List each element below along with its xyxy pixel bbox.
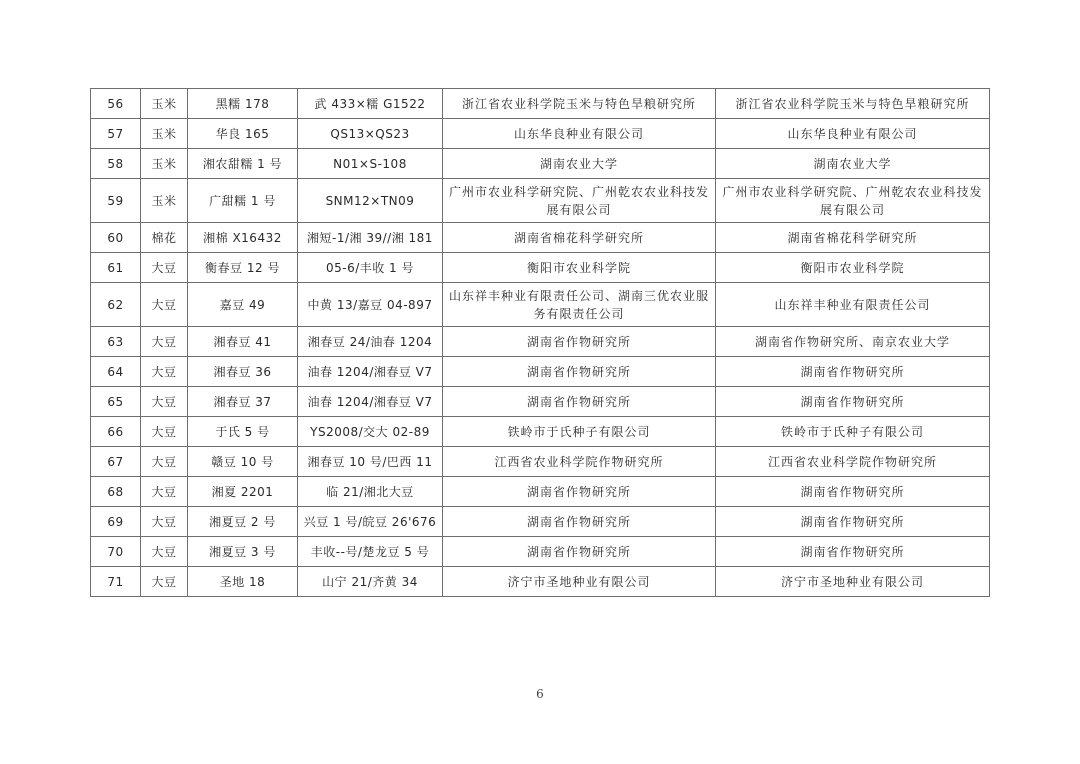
variety-table-body bbox=[91, 89, 990, 597]
cell-breeder: 江西省农业科学院作物研究所 bbox=[716, 447, 990, 477]
cell-variety: 湘棉 X16432 bbox=[188, 223, 298, 253]
table-row bbox=[91, 447, 990, 477]
cell-parentage: 中黄 13/嘉豆 04-897 bbox=[298, 283, 443, 327]
cell-crop: 玉米 bbox=[141, 119, 188, 149]
cell-breeder: 山东祥丰种业有限责任公司 bbox=[716, 283, 990, 327]
cell-variety: 衡春豆 12 号 bbox=[188, 253, 298, 283]
cell-crop: 大豆 bbox=[141, 387, 188, 417]
cell-crop: 大豆 bbox=[141, 327, 188, 357]
cell-number: 69 bbox=[91, 507, 141, 537]
cell-variety: 华良 165 bbox=[188, 119, 298, 149]
cell-variety: 湘夏豆 3 号 bbox=[188, 537, 298, 567]
cell-applicant: 湖南省作物研究所 bbox=[443, 507, 716, 537]
cell-crop: 大豆 bbox=[141, 507, 188, 537]
table-row bbox=[91, 327, 990, 357]
table-row bbox=[91, 149, 990, 179]
cell-parentage: 油春 1204/湘春豆 V7 bbox=[298, 387, 443, 417]
table-row bbox=[91, 89, 990, 119]
cell-parentage: QS13×QS23 bbox=[298, 119, 443, 149]
cell-applicant: 湖南省作物研究所 bbox=[443, 537, 716, 567]
cell-applicant: 山东华良种业有限公司 bbox=[443, 119, 716, 149]
cell-breeder: 广州市农业科学研究院、广州乾农农业科技发展有限公司 bbox=[716, 179, 990, 223]
cell-breeder: 湖南省作物研究所 bbox=[716, 357, 990, 387]
cell-parentage: 武 433×糯 G1522 bbox=[298, 89, 443, 119]
page-number: 6 bbox=[536, 687, 544, 701]
table-row bbox=[91, 283, 990, 327]
cell-crop: 棉花 bbox=[141, 223, 188, 253]
cell-breeder: 湖南省作物研究所 bbox=[716, 537, 990, 567]
table-row bbox=[91, 537, 990, 567]
cell-breeder: 湖南省作物研究所 bbox=[716, 387, 990, 417]
cell-crop: 玉米 bbox=[141, 149, 188, 179]
table-row bbox=[91, 567, 990, 597]
cell-number: 57 bbox=[91, 119, 141, 149]
cell-breeder: 湖南省作物研究所 bbox=[716, 477, 990, 507]
cell-crop: 玉米 bbox=[141, 89, 188, 119]
cell-variety: 圣地 18 bbox=[188, 567, 298, 597]
cell-number: 60 bbox=[91, 223, 141, 253]
cell-breeder: 铁岭市于氏种子有限公司 bbox=[716, 417, 990, 447]
table-row bbox=[91, 477, 990, 507]
table-row bbox=[91, 253, 990, 283]
cell-applicant: 湖南农业大学 bbox=[443, 149, 716, 179]
cell-parentage: 兴豆 1 号/皖豆 26'676 bbox=[298, 507, 443, 537]
cell-crop: 玉米 bbox=[141, 179, 188, 223]
cell-parentage: 山宁 21/齐黄 34 bbox=[298, 567, 443, 597]
cell-crop: 大豆 bbox=[141, 567, 188, 597]
cell-number: 61 bbox=[91, 253, 141, 283]
table-row bbox=[91, 507, 990, 537]
table-row bbox=[91, 179, 990, 223]
table-row bbox=[91, 119, 990, 149]
cell-parentage: 临 21/湘北大豆 bbox=[298, 477, 443, 507]
cell-number: 71 bbox=[91, 567, 141, 597]
cell-parentage: YS2008/交大 02-89 bbox=[298, 417, 443, 447]
cell-applicant: 济宁市圣地种业有限公司 bbox=[443, 567, 716, 597]
cell-applicant: 浙江省农业科学院玉米与特色旱粮研究所 bbox=[443, 89, 716, 119]
cell-number: 56 bbox=[91, 89, 141, 119]
cell-variety: 湘农甜糯 1 号 bbox=[188, 149, 298, 179]
cell-crop: 大豆 bbox=[141, 477, 188, 507]
cell-breeder: 山东华良种业有限公司 bbox=[716, 119, 990, 149]
cell-parentage: 湘春豆 10 号/巴西 11 bbox=[298, 447, 443, 477]
cell-number: 64 bbox=[91, 357, 141, 387]
cell-number: 62 bbox=[91, 283, 141, 327]
cell-number: 70 bbox=[91, 537, 141, 567]
cell-number: 67 bbox=[91, 447, 141, 477]
cell-crop: 大豆 bbox=[141, 537, 188, 567]
cell-number: 66 bbox=[91, 417, 141, 447]
cell-applicant: 湖南省棉花科学研究所 bbox=[443, 223, 716, 253]
cell-number: 59 bbox=[91, 179, 141, 223]
cell-parentage: SNM12×TN09 bbox=[298, 179, 443, 223]
cell-applicant: 湖南省作物研究所 bbox=[443, 477, 716, 507]
cell-parentage: 油春 1204/湘春豆 V7 bbox=[298, 357, 443, 387]
cell-crop: 大豆 bbox=[141, 283, 188, 327]
cell-variety: 湘春豆 37 bbox=[188, 387, 298, 417]
cell-breeder: 浙江省农业科学院玉米与特色旱粮研究所 bbox=[716, 89, 990, 119]
cell-applicant: 广州市农业科学研究院、广州乾农农业科技发展有限公司 bbox=[443, 179, 716, 223]
cell-crop: 大豆 bbox=[141, 417, 188, 447]
cell-applicant: 铁岭市于氏种子有限公司 bbox=[443, 417, 716, 447]
cell-breeder: 湖南省棉花科学研究所 bbox=[716, 223, 990, 253]
cell-parentage: 湘短-1/湘 39//湘 181 bbox=[298, 223, 443, 253]
cell-breeder: 湖南农业大学 bbox=[716, 149, 990, 179]
cell-applicant: 山东祥丰种业有限责任公司、湖南三优农业服务有限责任公司 bbox=[443, 283, 716, 327]
cell-variety: 湘春豆 36 bbox=[188, 357, 298, 387]
cell-crop: 大豆 bbox=[141, 253, 188, 283]
cell-breeder: 济宁市圣地种业有限公司 bbox=[716, 567, 990, 597]
table-row bbox=[91, 223, 990, 253]
cell-number: 58 bbox=[91, 149, 141, 179]
cell-variety: 黑糯 178 bbox=[188, 89, 298, 119]
cell-breeder: 衡阳市农业科学院 bbox=[716, 253, 990, 283]
cell-parentage: 湘春豆 24/油春 1204 bbox=[298, 327, 443, 357]
cell-variety: 广甜糯 1 号 bbox=[188, 179, 298, 223]
cell-parentage: 丰收--号/楚龙豆 5 号 bbox=[298, 537, 443, 567]
cell-applicant: 湖南省作物研究所 bbox=[443, 387, 716, 417]
table-row bbox=[91, 417, 990, 447]
cell-applicant: 湖南省作物研究所 bbox=[443, 357, 716, 387]
cell-crop: 大豆 bbox=[141, 447, 188, 477]
cell-number: 68 bbox=[91, 477, 141, 507]
table-row bbox=[91, 357, 990, 387]
table-row bbox=[91, 387, 990, 417]
cell-applicant: 湖南省作物研究所 bbox=[443, 327, 716, 357]
cell-variety: 湘春豆 41 bbox=[188, 327, 298, 357]
cell-variety: 湘夏豆 2 号 bbox=[188, 507, 298, 537]
cell-breeder: 湖南省作物研究所、南京农业大学 bbox=[716, 327, 990, 357]
cell-applicant: 江西省农业科学院作物研究所 bbox=[443, 447, 716, 477]
cell-variety: 湘夏 2201 bbox=[188, 477, 298, 507]
cell-variety: 嘉豆 49 bbox=[188, 283, 298, 327]
cell-number: 63 bbox=[91, 327, 141, 357]
cell-breeder: 湖南省作物研究所 bbox=[716, 507, 990, 537]
cell-parentage: 05-6/丰收 1 号 bbox=[298, 253, 443, 283]
variety-table bbox=[90, 88, 990, 597]
cell-number: 65 bbox=[91, 387, 141, 417]
cell-variety: 赣豆 10 号 bbox=[188, 447, 298, 477]
cell-applicant: 衡阳市农业科学院 bbox=[443, 253, 716, 283]
cell-parentage: N01×S-108 bbox=[298, 149, 443, 179]
cell-crop: 大豆 bbox=[141, 357, 188, 387]
cell-variety: 于氏 5 号 bbox=[188, 417, 298, 447]
